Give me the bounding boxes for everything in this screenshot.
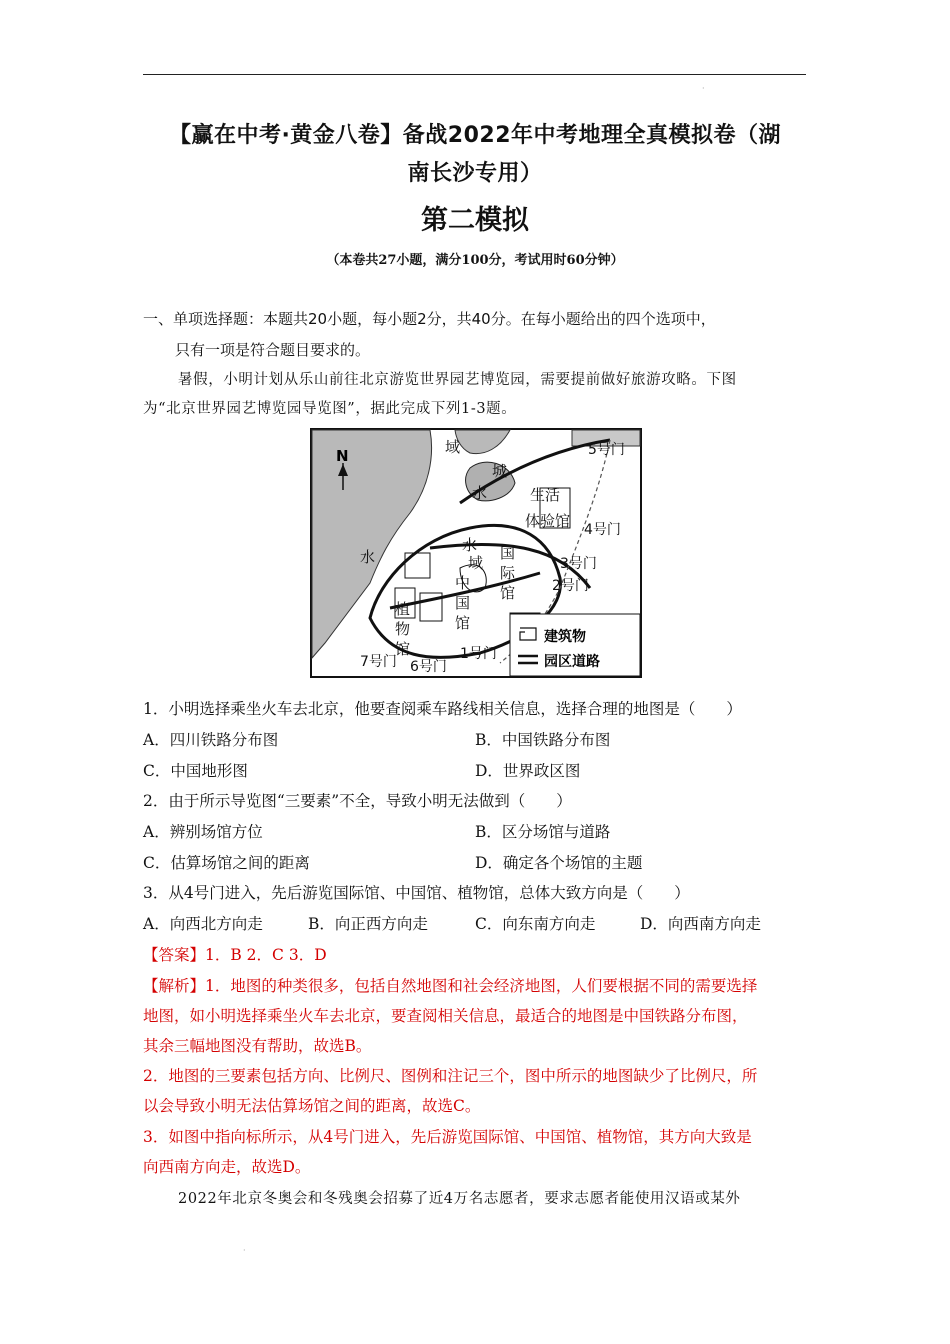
decor-dot: ·	[702, 84, 705, 93]
label-yu: 域	[445, 438, 461, 456]
label-shui-top: 水	[472, 484, 488, 502]
label-shenghuo: 生活	[530, 486, 561, 504]
q2-option-d[interactable]: D．确定各个场馆的主题	[475, 854, 643, 872]
analysis-line: 其余三幅地图没有帮助，故选B。	[143, 1037, 372, 1055]
question-2-stem: 2．由于所示导览图“三要素”不全，导致小明无法做到（ ）	[143, 792, 572, 810]
exam-note: （本卷共27小题，满分100分，考试用时60分钟）	[326, 253, 624, 268]
gate-3: 3号门	[560, 556, 597, 572]
page-title-line2: 南长沙专用）	[407, 161, 543, 186]
expo-map	[310, 428, 642, 678]
q1-option-b[interactable]: B．中国铁路分布图	[475, 731, 611, 749]
q1-option-d[interactable]: D．世界政区图	[475, 762, 581, 780]
legend-building-label: 建筑物	[544, 629, 586, 645]
gate-7: 7号门	[360, 654, 397, 670]
label-cheng: 城	[492, 462, 508, 480]
q1-option-a[interactable]: A．四川铁路分布图	[143, 731, 279, 749]
q3-option-b[interactable]: B．向正西方向走	[308, 915, 428, 933]
question-1-stem: 1．小明选择乘坐火车去北京，他要查阅乘车路线相关信息，选择合理的地图是（ ）	[143, 700, 742, 718]
map-legend	[510, 614, 640, 676]
analysis-line: 2．地图的三要素包括方向、比例尺、图例和注记三个，图中所示的地图缺少了比例尺，所	[143, 1067, 758, 1085]
page-title-line1: 【赢在中考·黄金八卷】备战2022年中考地理全真模拟卷（湖	[168, 123, 782, 148]
analysis-line: 3．如图中指向标所示，从4号门进入，先后游览国际馆、中国馆、植物馆，其方向大致是	[143, 1128, 752, 1146]
q3-option-c[interactable]: C．向东南方向走	[475, 915, 596, 933]
q2-option-a[interactable]: A．辨别场馆方位	[143, 823, 263, 841]
analysis-line: 地图，如小明选择乘坐火车去北京，要查阅相关信息，最适合的地图是中国铁路分布图，	[143, 1007, 748, 1025]
section-heading-line2: 只有一项是符合题目要求的。	[175, 341, 371, 359]
q2-option-c[interactable]: C．估算场馆之间的距离	[143, 854, 310, 872]
label-zhong: 中	[455, 574, 471, 592]
label-zhi: 植	[395, 600, 411, 618]
q1-option-c[interactable]: C．中国地形图	[143, 762, 248, 780]
question-3-stem: 3．从4号门进入，先后游览国际馆、中国馆、植物馆，总体大致方向是（ ）	[143, 884, 690, 902]
analysis-line: 【解析】1．地图的种类很多，包括自然地图和社会经济地图，人们要根据不同的需要选择	[143, 977, 758, 995]
gate-4: 4号门	[584, 522, 621, 538]
section-heading-line1: 一、单项选择题：本题共20小题，每小题2分，共40分。在每小题给出的四个选项中，	[143, 310, 716, 328]
label-guan1: 馆	[500, 584, 516, 602]
label-yu-mid: 域	[468, 554, 484, 572]
header-rule	[143, 74, 806, 75]
intro-line1: 暑假，小明计划从乐山前往北京游览世界园艺博览园，需要提前做好旅游攻略。下图	[178, 372, 737, 388]
decor-dot: ·	[243, 1246, 246, 1255]
label-guan3: 馆	[395, 640, 411, 658]
gate-6: 6号门	[410, 659, 447, 675]
label-guan2: 馆	[455, 614, 471, 632]
label-shui-mid: 水	[462, 536, 478, 554]
gate-2: 2号门	[552, 578, 589, 594]
label-shui-left: 水	[360, 548, 376, 566]
north-label: N	[336, 447, 349, 465]
page-subtitle: 第二模拟	[421, 205, 529, 236]
label-tiyanguan: 体验馆	[525, 512, 571, 530]
label-ji: 际	[500, 564, 516, 582]
intro-line2: 为“北京世界园艺博览园导览图”，据此完成下列1-3题。	[143, 401, 517, 417]
q3-option-a[interactable]: A．向西北方向走	[143, 915, 263, 933]
gate-5: 5号门	[588, 442, 625, 458]
analysis-line: 以会导致小明无法估算场馆之间的距离，故选C。	[143, 1097, 481, 1115]
legend-road-label: 园区道路	[544, 654, 600, 670]
next-intro-line: 2022年北京冬奥会和冬残奥会招募了近4万名志愿者，要求志愿者能使用汉语或某外	[178, 1191, 741, 1207]
analysis-line: 向西南方向走，故选D。	[143, 1158, 311, 1176]
label-guo2: 国	[455, 594, 471, 612]
q3-option-d[interactable]: D．向西南方向走	[640, 915, 761, 933]
label-wu: 物	[395, 620, 411, 638]
q2-option-b[interactable]: B．区分场馆与道路	[475, 823, 611, 841]
answer-line: 【答案】1．B 2．C 3．D	[143, 946, 327, 964]
label-guo1: 国	[500, 544, 516, 562]
gate-1: 1号门	[460, 646, 497, 662]
